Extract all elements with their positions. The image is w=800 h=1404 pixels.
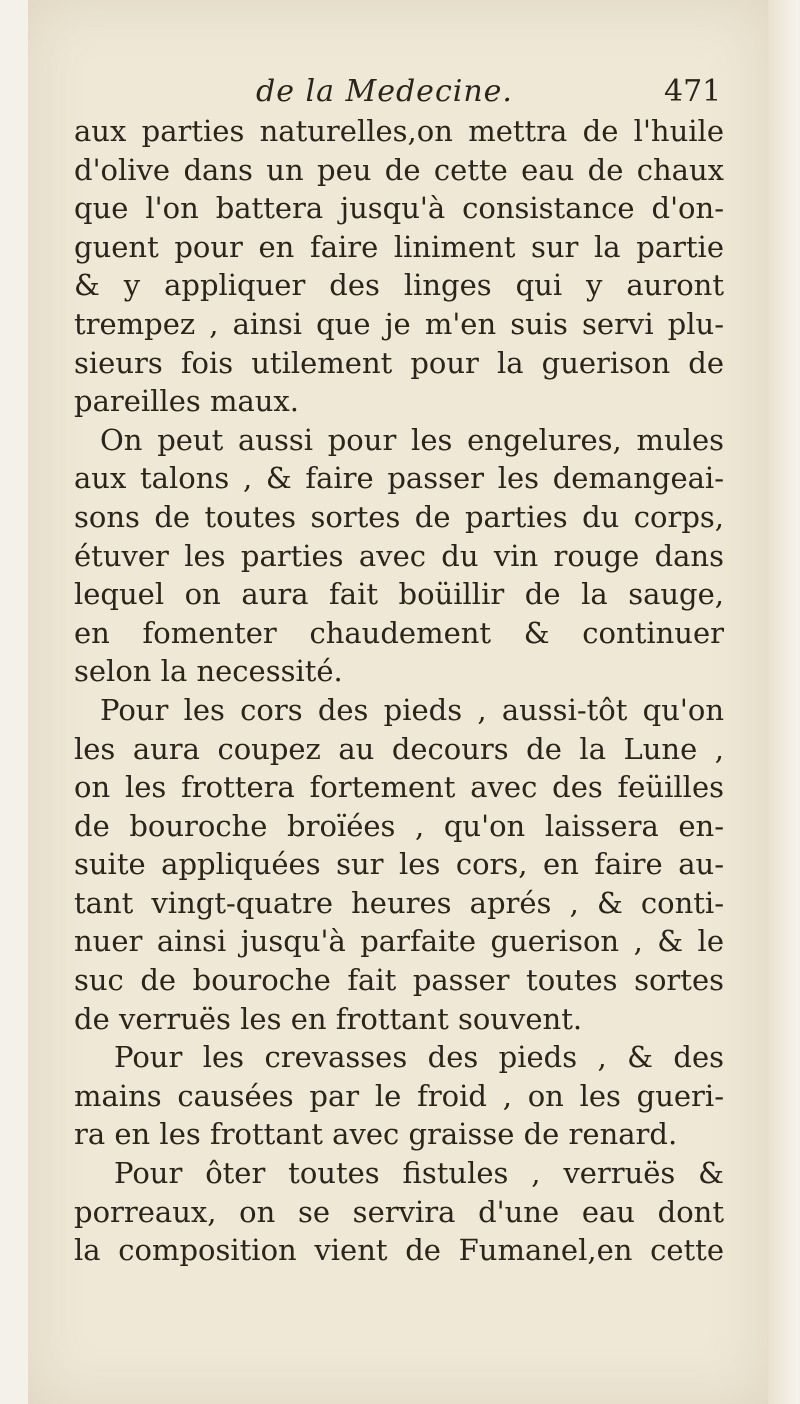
- text-line: sons de toutes sortes de parties du corps,: [74, 499, 724, 534]
- text-line: on les frottera fortement avec des feüilles: [74, 770, 724, 805]
- text-line: sieurs fois utilement pour la guerison de: [74, 345, 724, 380]
- text-line: étuver les parties avec du vin rouge dans: [74, 538, 724, 573]
- text-line: suite appliquées sur les cors, en faire au-: [74, 847, 724, 882]
- text-line: que l'on battera jusqu'à consistance d'on-: [74, 191, 724, 226]
- text-line: lequel on aura fait boüillir de la sauge,: [74, 577, 724, 612]
- text-line: Pour les cors des pieds , aussi-tôt qu'on: [100, 692, 724, 727]
- text-line: nuer ainsi jusqu'à parfaite guerison , & le: [74, 924, 724, 959]
- text-line: tant vingt-quatre heures aprés , & conti-: [74, 885, 724, 920]
- text-line: la composition vient de Fumanel,en cette: [74, 1233, 724, 1268]
- text-line: aux talons , & faire passer les demangeai-: [74, 461, 724, 496]
- text-line: trempez , ainsi que je m'en suis servi plu-: [74, 306, 724, 341]
- page-header: [28, 74, 768, 114]
- text-line: mains causées par le froid , on les gueri-: [74, 1078, 724, 1113]
- text-line: en fomenter chaudement & continuer: [74, 615, 724, 650]
- text-line: ra en les frottant avec graisse de renard.: [74, 1117, 678, 1152]
- running-head: de la Medecine.: [256, 74, 513, 109]
- text-line: les aura coupez au decours de la Lune ,: [74, 731, 724, 766]
- text-line: de verruës les en frottant souvent.: [74, 1001, 583, 1036]
- text-line: pareilles maux.: [74, 384, 300, 419]
- text-line: aux parties naturelles,on mettra de l'huile: [74, 114, 724, 148]
- text-line: de bouroche broïées , qu'on laissera en-: [74, 808, 724, 843]
- page-number: 471: [664, 74, 722, 109]
- text-line: d'olive dans un peu de cette eau de chaux: [74, 152, 724, 187]
- book-page: [28, 0, 768, 1404]
- text-line: On peut aussi pour les engelures, mules: [100, 422, 724, 457]
- text-line: Pour ôter toutes fistules , verruës &: [114, 1156, 724, 1191]
- text-line: & y appliquer des linges qui y auront: [74, 268, 724, 303]
- text-line: Pour les crevasses des pieds , & des: [114, 1040, 724, 1075]
- text-line: guent pour en faire liniment sur la partie: [74, 229, 724, 264]
- body-text: [74, 112, 724, 1270]
- text-line: suc de bouroche fait passer toutes sortes: [74, 963, 724, 998]
- text-line: porreaux, on se servira d'une eau dont: [74, 1194, 724, 1229]
- text-line: selon la necessité.: [74, 654, 343, 689]
